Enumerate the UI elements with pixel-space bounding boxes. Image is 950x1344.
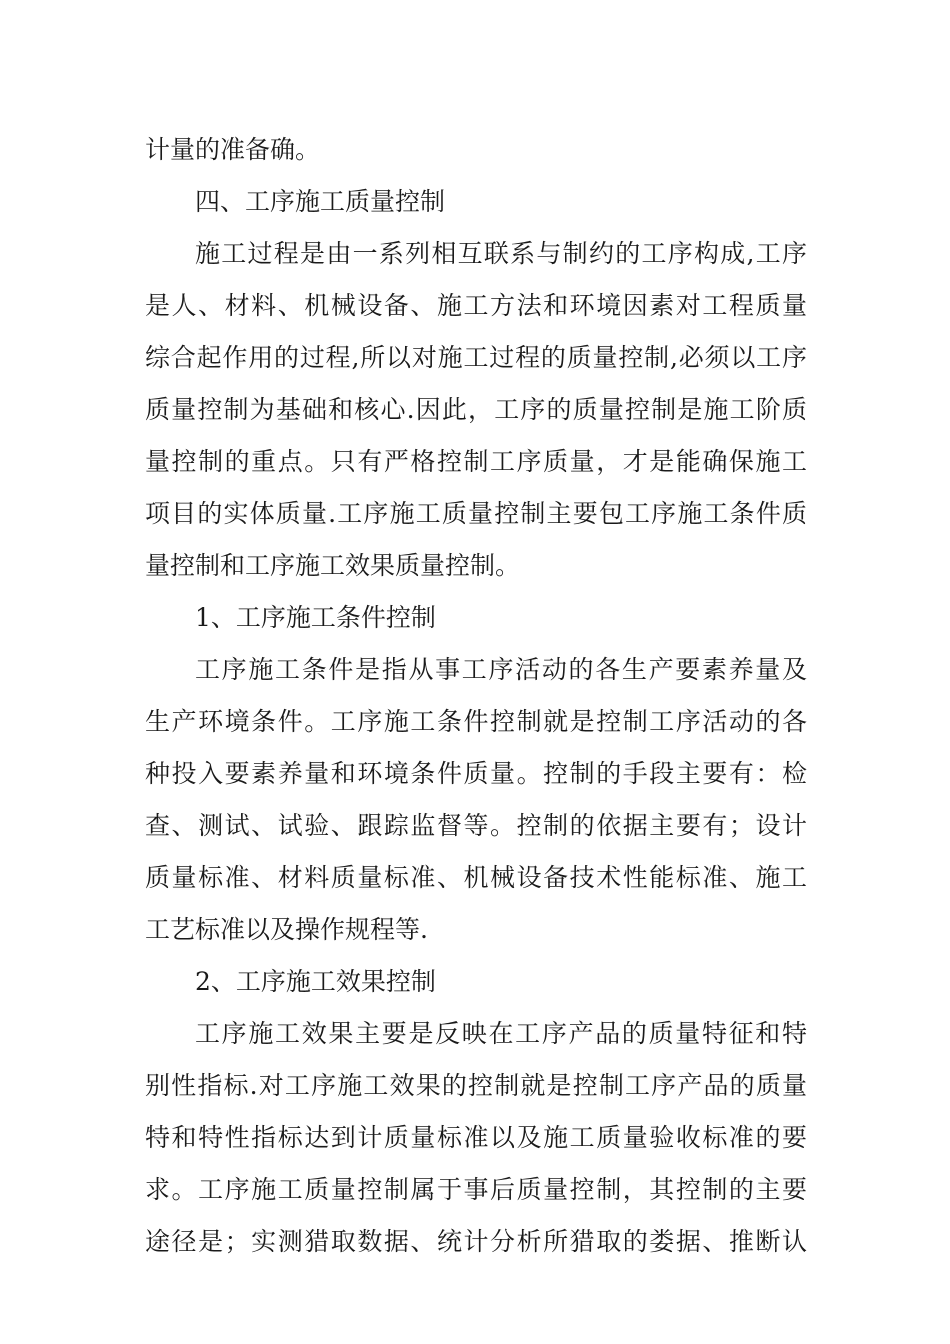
text-line: 量控制的重点。只有严格控制工序质量，才是能确保施工 <box>145 447 807 476</box>
text-line: 求。工序施工质量控制属于事后质量控制，其控制的主要 <box>145 1175 807 1204</box>
text-line: 特和特性指标达到计质量标准以及施工质量验收标准的要 <box>145 1123 807 1152</box>
text-line: 别性指标.对工序施工效果的控制就是控制工序产品的质量 <box>145 1071 807 1100</box>
document-body <box>145 124 807 1268</box>
text-line: 工序施工效果主要是反映在工序产品的质量特征和特 <box>195 1019 807 1048</box>
section-heading: 四、工序施工质量控制 <box>195 187 446 216</box>
text-line: 综合起作用的过程,所以对施工过程的质量控制,必须以工序 <box>145 343 807 372</box>
subsection-heading: 1、工序施工条件控制 <box>195 603 436 632</box>
text-line: 质量标准、材料质量标准、机械设备技术性能标准、施工 <box>145 863 807 892</box>
text-line: 施工过程是由一系列相互联系与制约的工序构成,工序 <box>195 239 807 268</box>
text-line: 生产环境条件。工序施工条件控制就是控制工序活动的各 <box>145 707 807 736</box>
text-line: 计量的准备确。 <box>145 135 321 164</box>
text-line: 种投入要素养量和环境条件质量。控制的手段主要有：检 <box>145 759 807 788</box>
text-line: 项目的实体质量.工序施工质量控制主要包工序施工条件质 <box>145 499 807 528</box>
text-line: 查、测试、试验、跟踪监督等。控制的依据主要有；设计 <box>145 811 807 840</box>
subsection-heading: 2、工序施工效果控制 <box>195 967 436 996</box>
text-line: 质量控制为基础和核心.因此，工序的质量控制是施工阶质 <box>145 395 807 424</box>
text-line: 量控制和工序施工效果质量控制。 <box>145 551 521 580</box>
text-line: 是人、材料、机械设备、施工方法和环境因素对工程质量 <box>145 291 807 320</box>
text-line: 工序施工条件是指从事工序活动的各生产要素养量及 <box>195 655 807 684</box>
text-line: 途径是；实测猎取数据、统计分析所猎取的娄据、推断认 <box>145 1227 807 1256</box>
text-line: 工艺标准以及操作规程等. <box>145 915 428 944</box>
